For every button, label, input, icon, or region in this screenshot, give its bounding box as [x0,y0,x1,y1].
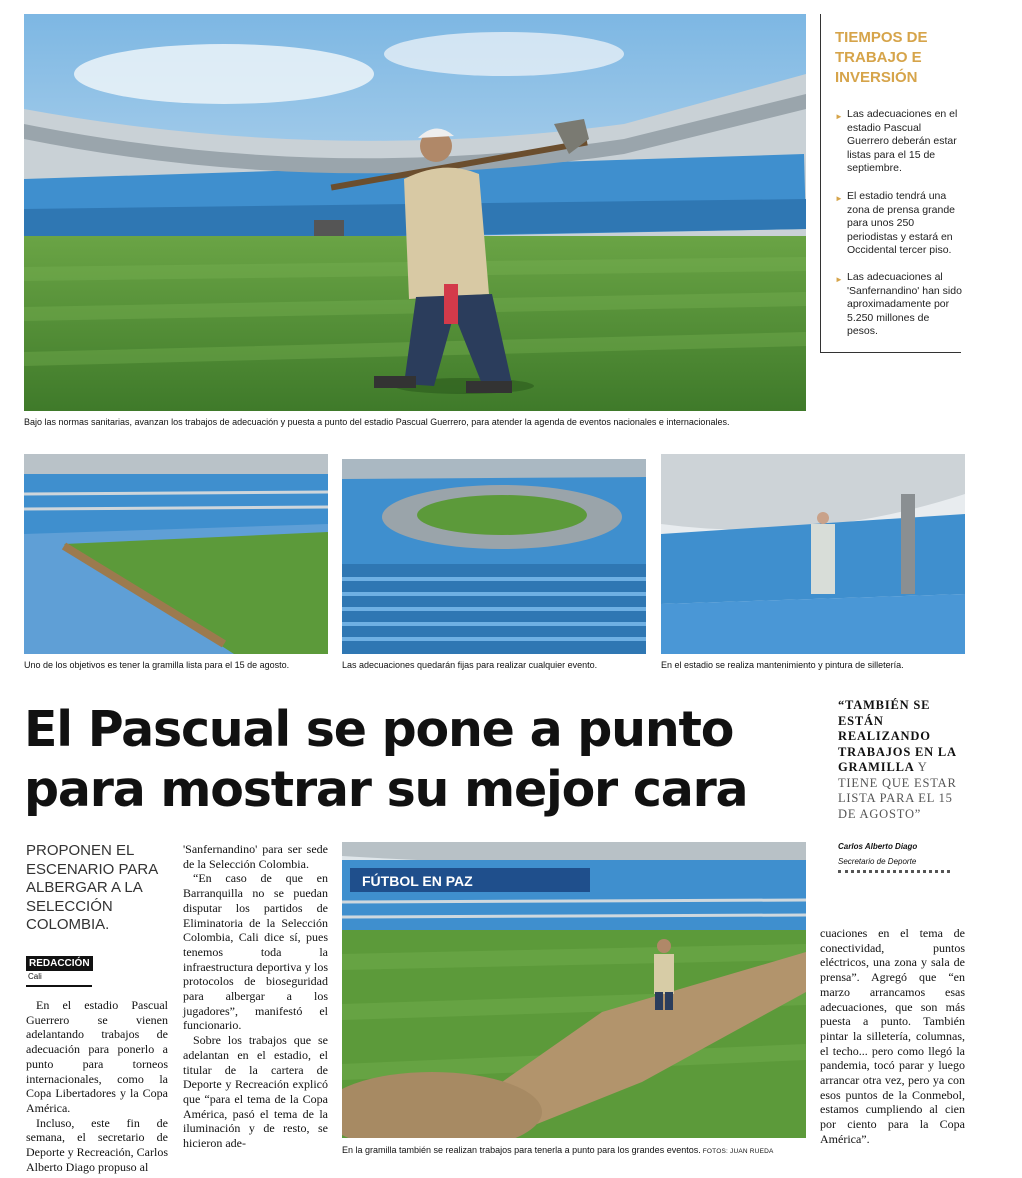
bottom-photo-caption-text: En la gramilla también se realizan trabajos para tenerla a punto para los grandes eventos. [342,1145,701,1155]
triangle-bullet-icon: ► [835,194,843,203]
triangle-bullet-icon: ► [835,275,843,284]
photo3-caption: En el estadio se realiza mantenimiento y pintura de silletería. [661,660,904,670]
photo3-illustration [661,454,965,654]
bottom-photo-illustration [342,842,806,1138]
pull-quote-part-1: “TAMBIÉN SE ESTÁN REALIZANDO TRABAJOS EN LA GRAMILLA [838,698,957,774]
quote-author-role: Secretario de Deporte [838,857,917,866]
stadium-banner-text: FÚTBOL EN PAZ [362,873,473,889]
sidebar-title: TIEMPOS DE TRABAJO E INVERSIÓN [835,29,928,86]
headline [24,700,814,820]
sidebar-item-text: Las adecuaciones al 'Sanfernandino' han sido aproximadamente por 5.250 millones de pesos. [847,271,962,337]
sidebar-item [835,190,963,258]
body-paragraph: 'Sanfernandino' para ser sede de la Selección Colombia. [183,842,328,871]
body-paragraph: “En caso de que en Barranquilla no se puedan disputar los partidos de Eliminatoria de la Selección Colombia, Cali dice sí, pues tenemos toda la infraestructura deportiva y los protocolos de bioseguridad para albergar a los jugadores”, manifestó el funcionario. [183,871,328,1033]
byline-city: Cali [28,972,42,981]
body-paragraph: Incluso, este fin de semana, el secretario de Deporte y Recreación, Carlos Alberto Diago propuso al [26,1115,168,1174]
headline-line-2: para mostrar su mejor cara [24,761,748,818]
body-column-2 [183,842,328,1151]
photo-grass-works [342,842,806,1138]
body-paragraph: cuaciones en el tema de conectividad, puntos eléctricos, una zona y sala de prensa”. Agregó que “en marzo arrancamos esas adecuaciones, que son más puesta a punto. También pintar la silletería, columnas, el techo... pero como llegó la pandemia, tocó parar y luego arrancar otra vez, pero ya con esos puntos de la Conmebol, estamos cumpliendo al cien por ciento para la Copa América”. [820,926,965,1146]
bottom-photo-caption [342,1144,774,1158]
main-photo-caption: Bajo las normas sanitarias, avanzan los trabajos de adecuación y puesta a punto del estadio Pascual Guerrero, para atender la agenda de eventos nacionales e internacionales. [24,417,730,427]
photo-stadium-seats [342,459,646,654]
pull-quote [838,698,963,822]
body-paragraph: En el estadio Pascual Guerrero se vienen adelantando trabajos de adecuación para ponerlo a punto para torneos internacionales, como la Copa Libertadores y la Copa América. [26,998,168,1115]
dotted-divider [838,870,950,873]
photo1-illustration [24,454,328,654]
sidebar-item [835,108,963,176]
body-column-1 [26,998,168,1174]
main-photo-illustration [24,14,806,411]
sidebar-item-text: El estadio tendrá una zona de prensa grande para unos 250 periodistas y estará en Occidental tercer piso. [847,190,955,256]
byline-label: REDACCIÓN [26,956,93,971]
sidebar-item [835,271,963,339]
photo-credit: FOTOS: JUAN RUEDA [702,1148,774,1155]
sidebar-box [820,14,961,353]
photo-field-track [24,454,328,654]
body-column-3 [820,926,965,1147]
body-paragraph: Sobre los trabajos que se adelantan en el estadio, el titular de la cartera de Deporte y Recreación explicó que “para el tema de la Copa América, pasó el tema de la iluminación y de resto, se hicieron ade- [183,1033,328,1151]
triangle-bullet-icon: ► [835,112,843,121]
sidebar-item-text: Las adecuaciones en el estadio Pascual Guerrero deberán estar listas para el 15 de septiembre. [847,108,958,174]
photo2-illustration [342,459,646,654]
deck-subtitle: PROPONEN EL ESCENARIO PARA ALBERGAR A LA SELECCIÓN COLOMBIA. [26,842,158,933]
headline-line-1: El Pascual se pone a punto [24,701,734,758]
quote-author: Carlos Alberto Diago [838,842,918,851]
pull-quote-part-2: Y TIENE QUE ESTAR LISTA PARA EL 15 DE AGOSTO” [838,760,957,821]
byline-rule [26,985,92,987]
photo1-caption: Uno de los objetivos es tener la gramilla lista para el 15 de agosto. [24,660,290,670]
photo2-caption: Las adecuaciones quedarán fijas para realizar cualquier evento. [342,660,598,670]
photo-seat-painting [661,454,965,654]
main-photo-stadium-worker [24,14,806,411]
